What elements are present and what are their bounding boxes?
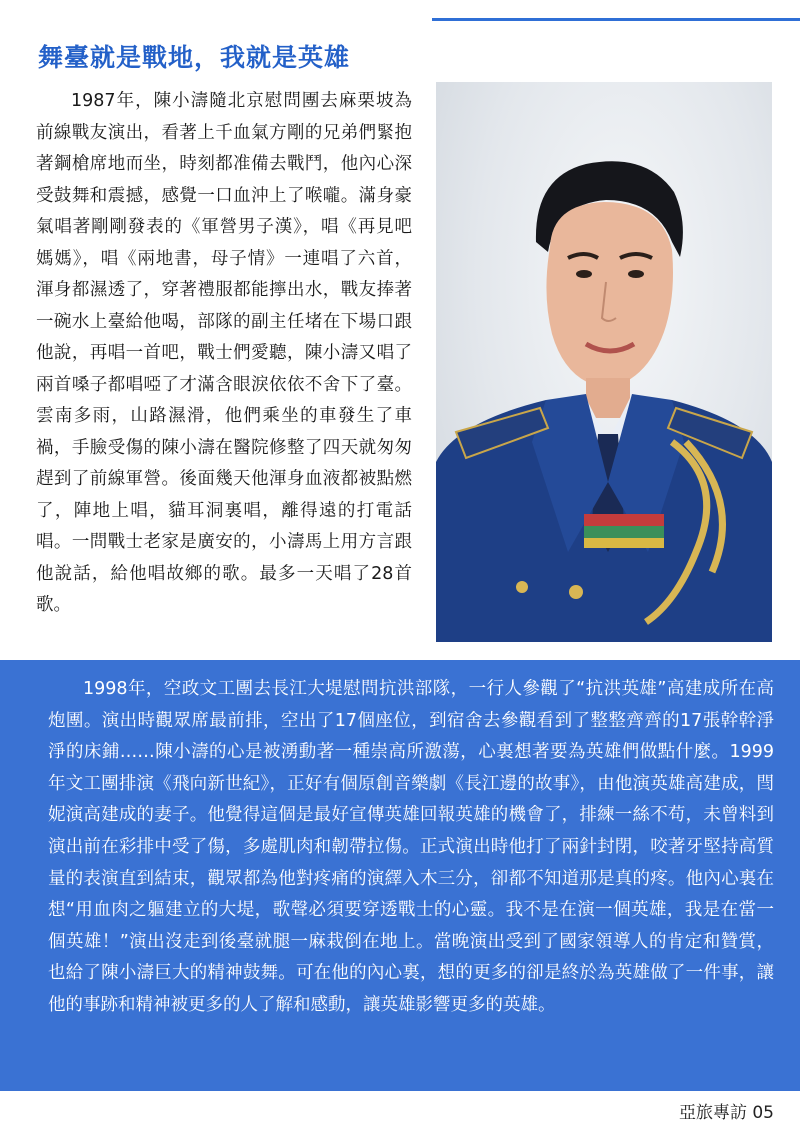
page-footer-label: 亞旅專訪 05	[678, 1103, 774, 1123]
paragraph-1987: 1987年，陳小濤隨北京慰問團去麻栗坡為前線戰友演出，看著上千血氣方剛的兄弟們緊抱著鋼槍席地而坐，時刻都准備去戰鬥，他內心深受鼓舞和震撼，感覺一口血沖上了喉嚨。滿身豪氣唱著剛剛發表的《軍營男子漢》，唱《再見吧媽媽》，唱《兩地書，母子情》一連唱了六首，渾身都濕透了，穿著禮服都能擰出水，戰友捧著一碗水上臺給他喝，部隊的副主任堵在下場口跟他說，再唱一首吧，戰士們愛聽，陳小濤又唱了兩首嗓子都唱啞了才滿含眼淚依依不舍下了臺。雲南多雨，山路濕滑，他們乘坐的車發生了車禍，手臉受傷的陳小濤在醫院修整了四天就匆匆趕到了前線軍營。後面幾天他渾身血液都被點燃了，陣地上唱，貓耳洞裏唱，離得遠的打電話唱。一問戰士老家是廣安的，小濤馬上用方言跟他說話，給他唱故鄉的歌。最多一天唱了28首歌。	[36, 91, 412, 615]
article-title: 舞臺就是戰地，我就是英雄	[38, 43, 351, 72]
header-rule	[432, 18, 800, 21]
paragraph-1998: 1998年，空政文工團去長江大堤慰問抗洪部隊，一行人參觀了“抗洪英雄”高建成所在高炮團。演出時觀眾席最前排，空出了17個座位，到宿舍去參觀看到了整整齊齊的17張幹幹淨淨的床鋪……陳小濤的心是被湧動著一種崇高所激蕩，心裏想著要為英雄們做點什麼。1999年文工團排演《飛向新世紀》，正好有個原創音樂劇《長江邊的故事》，由他演英雄高建成，閆妮演高建成的妻子。他覺得這個是最好宣傳英雄回報英雄的機會了，排練一絲不苟，未曾料到演出前在彩排中受了傷，多處肌肉和韌帶拉傷。正式演出時他打了兩針封閉，咬著牙堅持高質量的表演直到結束，觀眾都為他對疼痛的演繹入木三分，卻都不知道那是真的疼。他內心裏在想“用血肉之軀建立的大堤，歌聲必須要穿透戰士的心靈。我不是在演一個英雄，我是在當一個英雄！”演出沒走到後臺就腿一麻栽倒在地上。當晚演出受到了國家領導人的肯定和贊賞，也給了陳小濤巨大的精神鼓舞。可在他的內心裏，想的更多的卻是終於為英雄做了一件事，讓他的事跡和精神被更多的人了解和感動，讓英雄影響更多的英雄。	[48, 679, 774, 1015]
uniformed-man-portrait	[436, 82, 772, 642]
portrait-photo	[436, 82, 772, 642]
